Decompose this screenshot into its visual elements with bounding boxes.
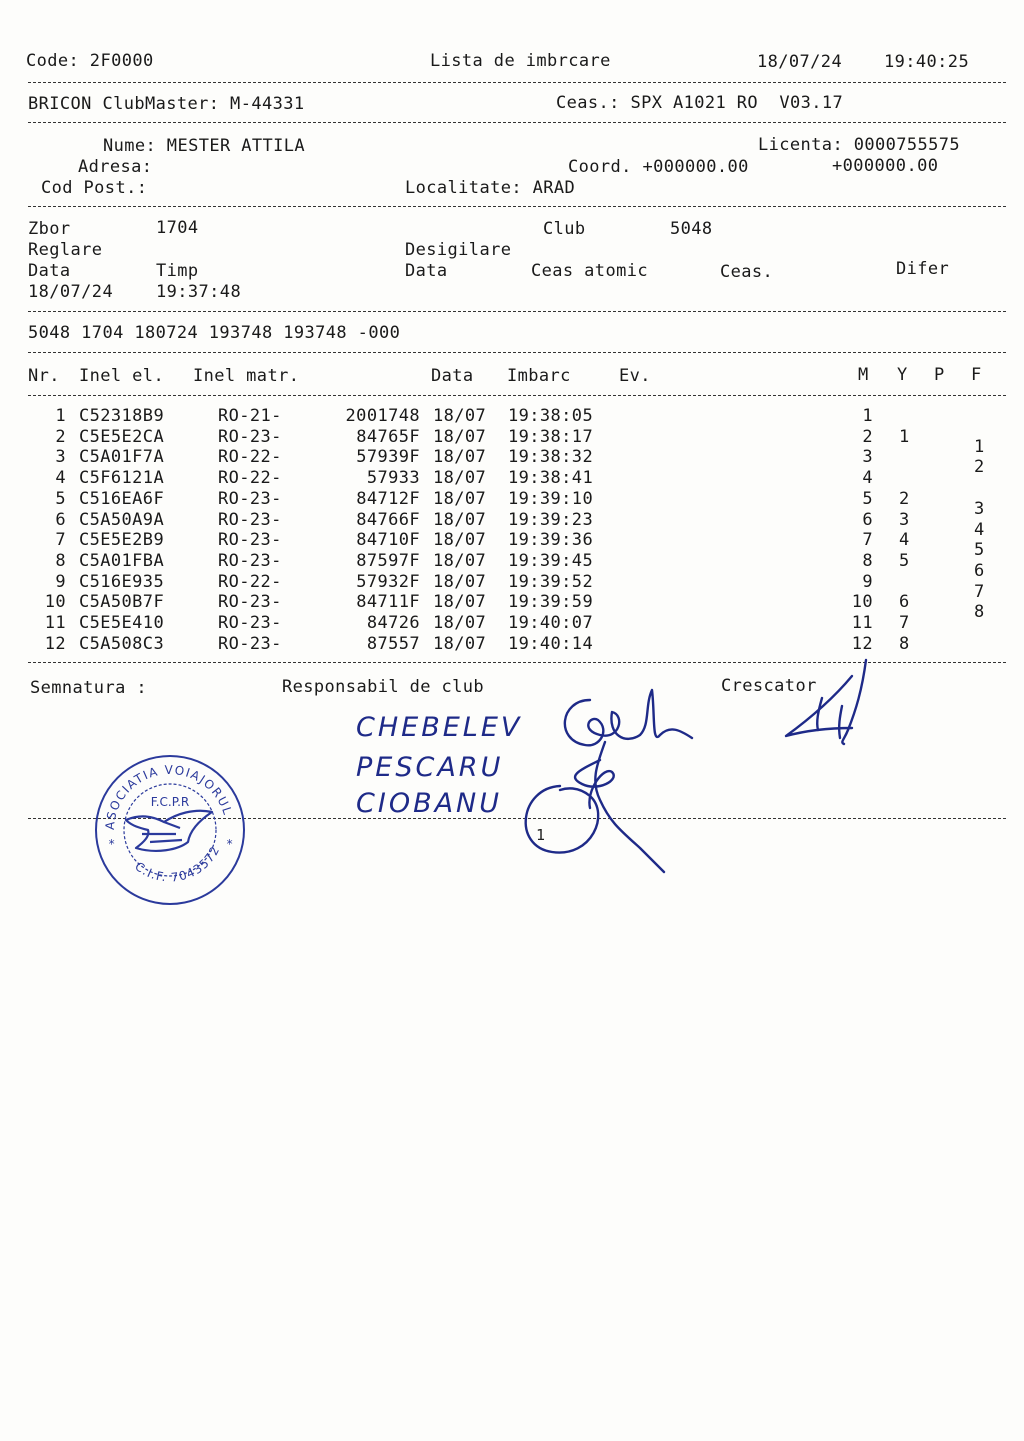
row-y: 4 [899,530,910,550]
difference-label: Difer [896,259,950,279]
row-nr: 6 [55,510,66,530]
row-m: 5 [862,489,873,509]
signature-label: Semnatura : [30,678,147,698]
row-date: 18/07 [433,572,487,592]
row-time: 19:39:10 [508,489,594,509]
row-date: 18/07 [433,489,487,509]
club-responsible-label: Responsabil de club [282,677,485,697]
row-inel-el: C516E935 [79,572,165,592]
row-inel-el: C5A01F7A [79,447,165,467]
row-nr: 5 [55,489,66,509]
breeder-label: Crescator [721,676,817,696]
pigeon-icon [126,811,212,851]
row-date: 18/07 [433,427,487,447]
row-f: 4 [974,520,985,540]
club-number: 5048 [670,219,713,239]
handwritten-name-1: CHEBELEV [356,712,523,743]
col-inel-matr: Inel matr. [193,366,300,386]
owner-name: Nume: MESTER ATTILA [103,136,306,156]
row-y: 1 [899,427,910,447]
col-imbarc: Imbarc [507,366,571,386]
row-inel-el: C5E5E2CA [79,427,165,447]
print-time: 19:40:25 [884,52,970,72]
print-date: 18/07/24 [757,52,843,72]
row-ring-prefix: RO-23- [218,551,282,571]
stamp-middle-text: F.C.P.R [150,795,190,809]
row-ring-prefix: RO-21- [218,406,282,426]
row-inel-el: C5A508C3 [79,634,165,654]
row-time: 19:39:45 [508,551,594,571]
row-ring-number: 84726 [366,613,420,633]
row-f: 2 [974,457,985,477]
association-stamp [90,750,250,910]
row-inel-el: C5A01FBA [79,551,165,571]
row-y: 6 [899,592,910,612]
coordinates-2: +000000.00 [832,156,939,176]
unsealing-label: Desigilare [405,240,512,260]
row-nr: 11 [44,613,66,633]
row-ring-prefix: RO-23- [218,427,282,447]
row-inel-el: C5A50A9A [79,510,165,530]
clock-label: Ceas. [720,262,774,282]
row-m: 1 [862,406,873,426]
row-ring-prefix: RO-23- [218,592,282,612]
row-ring-prefix: RO-22- [218,468,282,488]
handwritten-name-3: CIOBANU [356,788,503,819]
row-m: 2 [862,427,873,447]
row-date: 18/07 [433,530,487,550]
row-time: 19:38:17 [508,427,594,447]
locality: Localitate: ARAD [405,178,576,198]
row-ring-number: 84711F [356,592,420,612]
row-f: 5 [974,540,985,560]
date-label-2: Data [405,261,448,281]
row-ring-number: 84710F [356,530,420,550]
club-label: Club [543,219,586,239]
row-ring-prefix: RO-23- [218,613,282,633]
row-nr: 1 [55,406,66,426]
handwritten-name-2: PESCARU [356,752,504,783]
stamp-top-text: ASOCIATIA VOIAJORUL [102,762,235,831]
stamp-star-left: * [108,837,116,851]
row-time: 19:40:07 [508,613,594,633]
row-time: 19:39:36 [508,530,594,550]
col-p: P [934,365,945,385]
row-f: 3 [974,499,985,519]
row-ring-number: 57933 [366,468,420,488]
col-inel-el: Inel el. [79,366,165,386]
row-time: 19:39:59 [508,592,594,612]
row-nr: 10 [44,592,66,612]
row-ring-number: 87557 [366,634,420,654]
row-y: 5 [899,551,910,571]
row-inel-el: C5E5E2B9 [79,530,165,550]
flight-label: Zbor [28,219,71,239]
row-y: 7 [899,613,910,633]
row-ring-prefix: RO-23- [218,530,282,550]
row-ring-prefix: RO-23- [218,510,282,530]
row-time: 19:40:14 [508,634,594,654]
row-f: 7 [974,582,985,602]
row-time: 19:38:41 [508,468,594,488]
row-time: 19:38:05 [508,406,594,426]
col-ev: Ev. [619,366,651,386]
row-ring-number: 84765F [356,427,420,447]
row-date: 18/07 [433,468,487,488]
row-nr: 4 [55,468,66,488]
row-m: 6 [862,510,873,530]
row-m: 9 [862,572,873,592]
row-ring-number: 2001748 [345,406,420,426]
license: Licenta: 0000755575 [758,135,961,155]
row-m: 3 [862,447,873,467]
document-title: Lista de imbrcare [430,51,611,71]
col-m: M [858,365,869,385]
row-f: 8 [974,602,985,622]
row-time: 19:39:23 [508,510,594,530]
row-date: 18/07 [433,613,487,633]
row-inel-el: C5E5E410 [79,613,165,633]
row-ring-number: 87597F [356,551,420,571]
row-date: 18/07 [433,447,487,467]
row-date: 18/07 [433,510,487,530]
row-nr: 12 [44,634,66,654]
setting-label: Reglare [28,240,103,260]
time-label: Timp [156,261,199,281]
circle-number: 1 [536,826,546,844]
row-date: 18/07 [433,634,487,654]
row-m: 4 [862,468,873,488]
row-f: 1 [974,437,985,457]
row-m: 11 [851,613,873,633]
row-m: 7 [862,530,873,550]
setting-time: 19:37:48 [156,282,242,302]
row-date: 18/07 [433,551,487,571]
row-nr: 8 [55,551,66,571]
row-date: 18/07 [433,406,487,426]
row-m: 8 [862,551,873,571]
coordinates: Coord. +000000.00 [568,157,749,177]
summary-line: 5048 1704 180724 193748 193748 -000 [28,323,401,343]
row-y: 2 [899,489,910,509]
row-nr: 7 [55,530,66,550]
row-f: 6 [974,561,985,581]
clock-id: Ceas.: SPX A1021 RO V03.17 [556,93,844,113]
row-time: 19:38:32 [508,447,594,467]
document-code: Code: 2F0000 [26,51,154,71]
postal-code-label: Cod Post.: [41,178,148,198]
col-y: Y [897,365,908,385]
row-ring-number: 84766F [356,510,420,530]
row-date: 18/07 [433,592,487,612]
row-time: 19:39:52 [508,572,594,592]
atomic-clock-label: Ceas atomic [531,261,648,281]
row-m: 12 [851,634,873,654]
address-label: Adresa: [78,157,153,177]
row-ring-prefix: RO-23- [218,634,282,654]
flight-number: 1704 [156,218,199,238]
setting-date: 18/07/24 [28,282,114,302]
row-ring-number: 84712F [356,489,420,509]
clubmaster-id: BRICON ClubMaster: M-44331 [28,94,305,114]
row-inel-el: C5F6121A [79,468,165,488]
row-m: 10 [851,592,873,612]
row-ring-prefix: RO-23- [218,489,282,509]
col-data: Data [431,366,474,386]
row-nr: 3 [55,447,66,467]
row-ring-prefix: RO-22- [218,572,282,592]
row-inel-el: C516EA6F [79,489,165,509]
row-nr: 9 [55,572,66,592]
row-inel-el: C52318B9 [79,406,165,426]
stamp-star-right: * [226,837,234,851]
row-y: 8 [899,634,910,654]
stamp-bottom-text: C.I.F. 7043572 [132,843,223,885]
col-f: F [971,365,982,385]
col-nr: Nr. [28,366,60,386]
date-label: Data [28,261,71,281]
row-ring-number: 57932F [356,572,420,592]
row-inel-el: C5A50B7F [79,592,165,612]
row-nr: 2 [55,427,66,447]
row-ring-prefix: RO-22- [218,447,282,467]
row-y: 3 [899,510,910,530]
row-ring-number: 57939F [356,447,420,467]
